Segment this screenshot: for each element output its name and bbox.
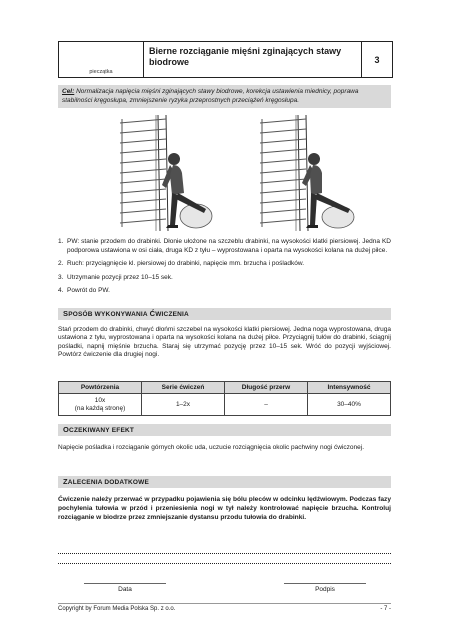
cell-reps: 10x (na każdą stronę) (59, 394, 142, 416)
cell-intensity: 30–40% (308, 394, 391, 416)
exercise-title: Bierne rozciąganie mięśni zginających stawy biodrowe (144, 42, 362, 77)
effect-heading: OCZEKIWANY EFEKT (58, 424, 391, 436)
signature-label: Podpis (315, 586, 335, 593)
dotted-line (58, 553, 391, 554)
copyright-text: Copyright by Forum Media Polska Sp. z o.o. (58, 606, 176, 612)
step-item (58, 274, 391, 283)
cell-breaks: – (225, 394, 308, 416)
parameters-table (58, 381, 391, 416)
steps-list (58, 238, 391, 301)
step-item (58, 260, 391, 269)
method-text: Stań przodem do drabinki, chwyć dłońmi szczebel na wysokości klatki piersiowej. Jedna noga wyprostowana, druga ustawiona z tyłu, wyprostowana i oparta na wysokości kolana na dużej piłce. Przyciągnij tułów do drabinki, ściągnij pośladki, napnij mięśnie brzucha. Staraj się utrzymać pozycję przez 10–15 sek. Wróć do pozycji wyjściowej. Powtórz ćwiczenie dla drugiej nogi. (58, 326, 391, 359)
date-label: Data (118, 586, 132, 593)
goal-label: Cel: (62, 88, 75, 95)
step-number: 4. (58, 287, 64, 294)
step-number: 3. (58, 273, 64, 281)
method-heading: SPOSÓB WYKONYWANIA ĆWICZENIA (58, 308, 391, 320)
step-number: 2. (58, 260, 64, 267)
step-text: Utrzymanie pozycji przez 10–15 sek. (67, 273, 173, 281)
header-reps: Powtórzenia (59, 382, 142, 394)
header-series: Serie ćwiczeń (142, 382, 225, 394)
effect-text: Napięcie pośladka i rozciąganie górnych okolic uda, uczucie rozciągnięcia okolic pachwiny nogi ćwiczonej. (58, 444, 365, 451)
table-row (59, 394, 391, 416)
stamp-cell (59, 42, 144, 77)
goal-box (58, 85, 391, 108)
step-number: 1. (58, 238, 64, 245)
table-header-row (59, 382, 391, 394)
step-text: Powrót do PW. (67, 287, 110, 294)
dotted-line (58, 563, 391, 564)
header-intensity: Intensywność (308, 382, 391, 394)
notes-text: Ćwiczenie należy przerwać w przypadku pojawienia się bólu pleców w odcinku lędźwiowym. Podczas fazy pochylenia tułowia w przód i przeniesienia nogi w tył należy kontrolować napięcie brzucha. Kontroluj rozciąganie w biodrze przez zmniejszanie dystansu przodu tułowia do drabinki. (58, 496, 391, 521)
illustration-stretch-position (256, 113, 366, 233)
signature-field (284, 583, 366, 593)
stamp-label: pieczątka (89, 69, 113, 75)
goal-text: Normalizacja napięcia mięśni zginających stawy biodrowe, korekcja ustawienia miednicy, poprawa stabilności kręgosłupa, zmniejszenie ryzyka przeprostnych przeciążeń kręgosłupa. (62, 88, 359, 104)
header-breaks: Długość przerw (225, 382, 308, 394)
exercise-number: 3 (374, 54, 380, 65)
date-field (84, 583, 166, 593)
step-text: Ruch: przyciągnięcie kl. piersiowej do drabinki, napięcie mm. brzucha i pośladków. (67, 260, 305, 267)
cell-series: 1–2x (142, 394, 225, 416)
step-item (58, 238, 391, 255)
step-text: PW: stanie przodem do drabinki. Dłonie ułożone na szczeblu drabinki, na wysokości klatki piersiowej. Jedna KD podporowa ustawiona w osi ciała, druga KD z tyłu – wyprostowana i oparta na wysokości kolana na dużej piłce. (67, 238, 391, 254)
illustration-start-position (118, 113, 223, 233)
header-table (58, 41, 393, 78)
page-footer (58, 603, 391, 612)
step-item (58, 287, 391, 296)
page-number: - 7 - (380, 606, 391, 612)
notes-heading: ZALECENIA DODATKOWE (58, 476, 391, 488)
